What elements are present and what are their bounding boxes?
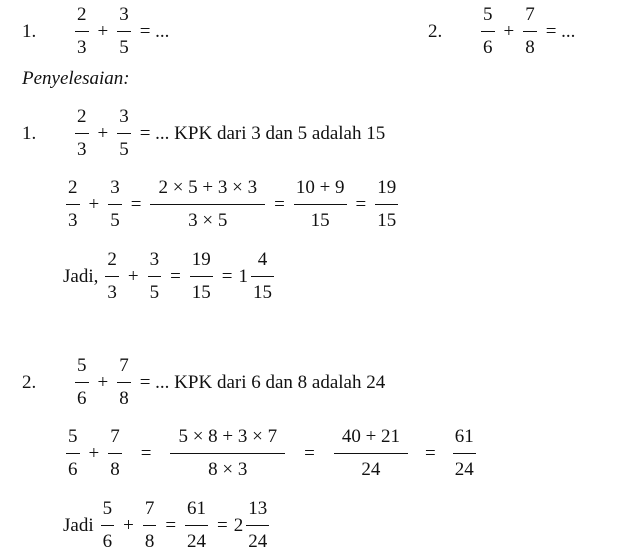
fraction: $\frac{2}{3}$ <box>107 249 117 303</box>
equals-sign: = <box>165 514 177 536</box>
plus-sign: + <box>127 265 139 287</box>
fraction: $\frac{3}{5}$ <box>149 249 160 303</box>
problem-2 <box>428 2 581 61</box>
fraction: $\frac{2 \times 5 + 3 \times 3}{3 \times 5}$ <box>150 175 265 234</box>
mixed-number <box>239 247 278 306</box>
equals-sign: = <box>355 193 367 215</box>
fraction: $\frac{10 + 9}{15}$ <box>295 177 345 231</box>
fraction: $\frac{3}{5}$ <box>119 106 129 160</box>
fraction: $\frac{7}{8}$ <box>110 426 120 480</box>
solution-number: 1. <box>22 122 37 144</box>
problem-number: 2. <box>428 20 443 42</box>
fraction: $\frac{7}{8}$ <box>525 4 535 58</box>
fraction: $\frac{40 + 21}{24}$ <box>334 424 408 483</box>
fraction: $\frac{19}{15}$ <box>377 177 397 231</box>
kpk-statement: = ... KPK dari 3 dan 5 adalah 15 <box>139 122 386 144</box>
fraction: $\frac{7}{8}$ <box>144 498 155 552</box>
problem-number: 1. <box>22 20 37 42</box>
plus-sign: + <box>97 122 109 144</box>
fraction: $\frac{5}{6}$ <box>102 498 113 552</box>
equals-sign: = <box>217 514 228 536</box>
equals-sign: = <box>130 193 142 215</box>
solution-number: 2. <box>22 371 37 393</box>
equals-sign: = <box>140 442 152 464</box>
solution-2-line-1 <box>22 353 391 412</box>
mixed-number <box>234 496 273 555</box>
solution-2-line-3 <box>63 496 272 555</box>
equals-sign: = <box>274 193 285 215</box>
equals-sign: = <box>221 265 233 287</box>
fraction: $\frac{61}{24}$ <box>187 498 207 552</box>
plus-sign: + <box>88 193 100 215</box>
fraction: $\frac{2}{3}$ <box>77 106 87 160</box>
plus-sign: + <box>97 371 109 393</box>
fraction: $\frac{3}{5}$ <box>119 4 129 58</box>
equation-tail: = ... <box>139 20 170 42</box>
fraction: $\frac{7}{8}$ <box>119 355 129 409</box>
plus-sign: + <box>88 442 100 464</box>
solution-heading: Penyelesaian: <box>22 68 130 89</box>
fraction: $\frac{2}{3}$ <box>77 4 87 58</box>
mixed-whole: 1 <box>238 265 249 287</box>
fraction: $\frac{61}{24}$ <box>454 426 474 480</box>
conclusion-prefix: Jadi, <box>63 265 99 287</box>
plus-sign: + <box>123 514 134 536</box>
plus-sign: + <box>503 20 515 42</box>
solution-1-line-3 <box>63 247 277 306</box>
equation-tail: = ... <box>545 20 576 42</box>
fraction: $\frac{5 \times 8 + 3 \times 7}{8 \times 3}$ <box>170 424 285 483</box>
fraction: $\frac{3}{5}$ <box>110 177 120 231</box>
fraction: $\frac{5}{6}$ <box>68 426 78 480</box>
conclusion-prefix: Jadi <box>63 514 94 536</box>
fraction: $\frac{5}{6}$ <box>77 355 87 409</box>
fraction: $\frac{2}{3}$ <box>68 177 78 231</box>
fraction: $\frac{4}{15}$ <box>253 249 273 303</box>
problem-1 <box>22 2 175 61</box>
equals-sign: = <box>425 442 436 464</box>
solution-1-line-1 <box>22 104 391 163</box>
equals-sign: = <box>170 265 181 287</box>
solution-2-line-2 <box>63 424 479 483</box>
fraction: $\frac{5}{6}$ <box>483 4 493 58</box>
kpk-statement: = ... KPK dari 6 dan 8 adalah 24 <box>139 371 386 393</box>
fraction: $\frac{13}{24}$ <box>248 498 268 552</box>
solution-1-line-2 <box>63 175 401 234</box>
equals-sign: = <box>304 442 315 464</box>
fraction: $\frac{19}{15}$ <box>191 249 211 303</box>
mixed-whole: 2 <box>233 514 244 536</box>
plus-sign: + <box>97 20 109 42</box>
